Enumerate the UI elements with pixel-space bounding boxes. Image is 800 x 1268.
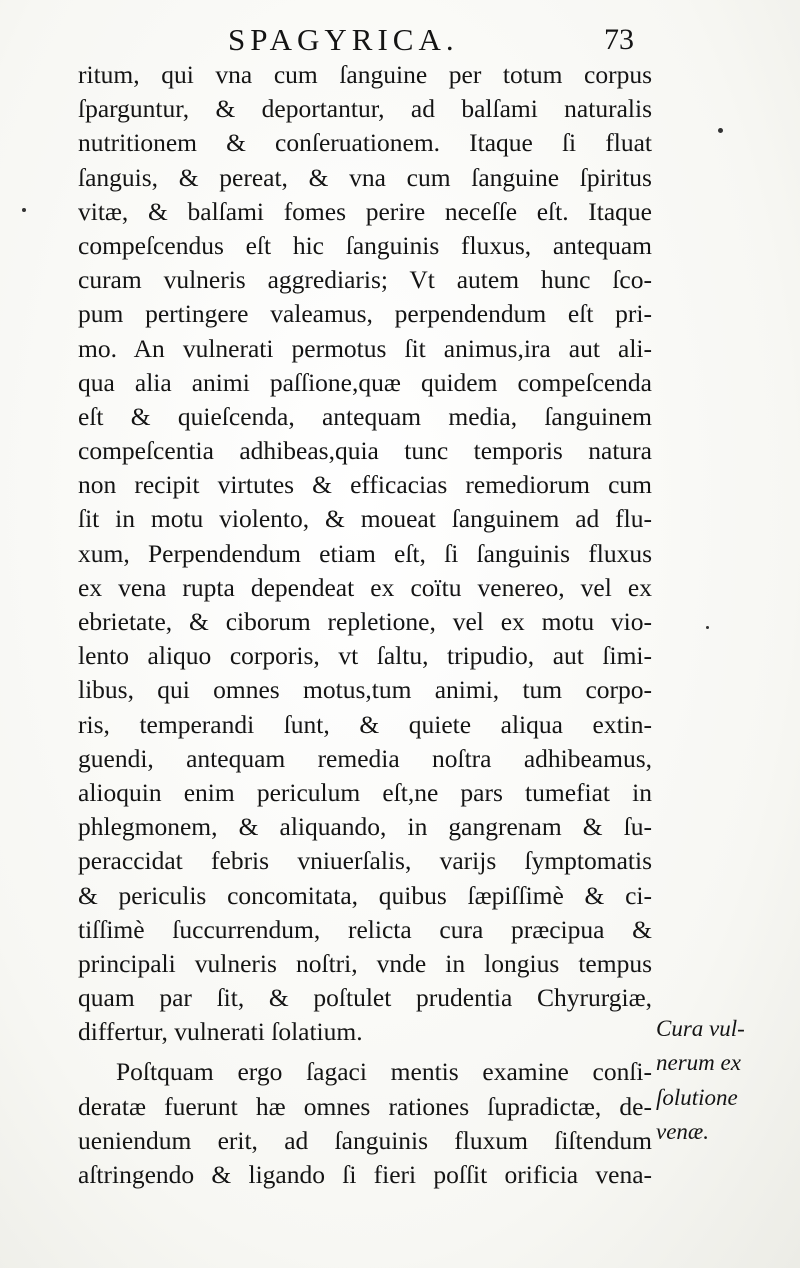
text-line: peraccidat febris vniuerſalis, varijs ſymptomatis <box>78 846 652 876</box>
paragraph-1 <box>78 58 652 1049</box>
text-line: ex vena rupta dependeat ex coïtu venereo, vel ex <box>78 572 652 602</box>
running-head-title: SPAGYRICA. <box>228 22 459 57</box>
text-line: aſtringendo & ligando ſi fieri poſſit orificia vena- <box>78 1160 652 1189</box>
text-line: tiſſimè ſuccurrendum, relicta cura præcipua & <box>78 914 652 944</box>
text-line: eſt & quieſcenda, antequam media, ſanguinem <box>78 401 652 431</box>
text-line: ſanguis, & pereat, & vna cum ſanguine ſpiritus <box>78 162 652 192</box>
text-line: quam par ſit, & poſtulet prudentia Chyrurgiæ, <box>78 983 652 1013</box>
text-line: compeſcentia adhibeas,quia tunc temporis natura <box>78 436 652 466</box>
text-line: libus, qui omnes motus,tum animi, tum corpo- <box>78 675 652 705</box>
text-line: Poſtquam ergo ſagaci mentis examine conſi- <box>116 1057 652 1087</box>
text-line: differtur, vulnerati ſolatium. <box>78 1017 363 1047</box>
marginal-note-line: ſolutione <box>656 1084 738 1110</box>
ink-speck <box>706 626 709 629</box>
text-line: principali vulneris noſtri, vnde in longius tempus <box>78 948 652 978</box>
text-line: lento aliquo corporis, vt ſaltu, tripudio, aut ſimi- <box>78 641 652 671</box>
text-line: & periculis concomitata, quibus ſæpiſſimè & ci- <box>78 880 652 910</box>
text-line: non recipit virtutes & efficacias remediorum cum <box>78 470 652 500</box>
text-line: pum pertingere valeamus, perpendendum eſt pri- <box>78 299 652 329</box>
text-line: ueniendum erit, ad ſanguinis fluxum ſiſtendum <box>78 1125 652 1155</box>
text-line: curam vulneris aggrediaris; Vt autem hunc ſco- <box>78 265 652 295</box>
text-line: compeſcendus eſt hic ſanguinis fluxus, antequam <box>78 230 652 260</box>
text-line: ebrietate, & ciborum repletione, vel ex motu vio- <box>78 607 652 636</box>
ink-speck <box>718 128 723 133</box>
text-line: ritum, qui vna cum ſanguine per totum corpus <box>78 60 652 89</box>
ink-speck <box>22 208 26 212</box>
marginal-note-line: Cura vul- <box>656 1016 745 1041</box>
text-line: deratæ fuerunt hæ omnes rationes ſupradictæ, de- <box>78 1091 652 1121</box>
text-line: ris, temperandi ſunt, & quiete aliqua extin- <box>78 709 652 739</box>
text-line: vitæ, & balſami fomes perire neceſſe eſt. Itaque <box>78 196 652 226</box>
text-line: xum, Perpendendum etiam eſt, ſi ſanguinis fluxus <box>78 538 652 568</box>
marginal-note-line: nerum ex <box>656 1050 741 1076</box>
running-head <box>0 18 800 62</box>
marginal-note <box>656 1012 796 1150</box>
main-text-block <box>78 58 652 1192</box>
text-line: nutritionem & conſeruationem. Itaque ſi fluat <box>78 128 652 158</box>
text-line: ſparguntur, & deportantur, ad balſami naturalis <box>78 94 652 124</box>
text-line: mo. An vulnerati permotus ſit animus,ira aut ali- <box>78 333 652 363</box>
paragraph-2 <box>78 1055 652 1192</box>
page-number: 73 <box>604 23 634 56</box>
text-line: ſit in motu violento, & moueat ſanguinem ad flu- <box>78 504 652 534</box>
marginal-note-line: venæ. <box>656 1119 710 1145</box>
text-line: phlegmonem, & aliquando, in gangrenam & ſu- <box>78 812 652 842</box>
text-line: qua alia animi paſſione,quæ quidem compeſcenda <box>78 367 652 397</box>
text-line: alioquin enim periculum eſt,ne pars tumefiat in <box>78 777 652 807</box>
text-line: guendi, antequam remedia noſtra adhibeamus, <box>78 743 652 773</box>
